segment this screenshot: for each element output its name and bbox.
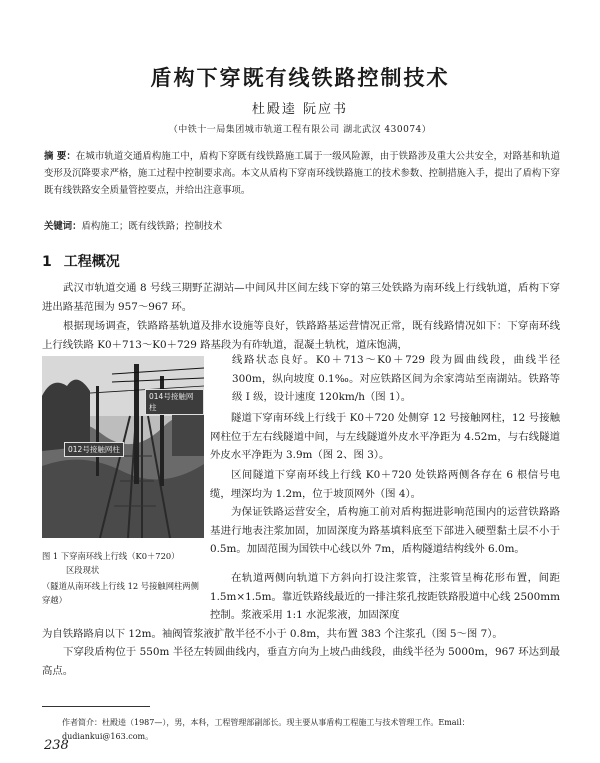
affiliation: （中铁十一局集团城市轨道工程有限公司 湖北武汉 430074） — [168, 125, 432, 135]
section-title: 工程概况 — [63, 254, 120, 270]
keywords — [44, 219, 560, 235]
paragraph: 在轨道两侧向轨道下方斜向打设注浆管，注浆管呈梅花形布置，间距 1.5m×1.5m。靠近铁路线最近的一排注浆孔按距铁路股道中心线 2500mm 控制。浆液采用 1:1 水泥浆液，加固深度 — [210, 572, 560, 622]
caption-note: （隧道从南环线上行线 12 号接触网柱两侧穿越） — [42, 581, 199, 605]
authors: 杜殿逵 阮应书 — [251, 102, 349, 117]
figure-1-photo — [42, 356, 204, 538]
abstract-label: 摘 要： — [44, 151, 76, 162]
caption-line: 区段现状 — [66, 565, 100, 575]
paper-title: 盾构下穿既有线铁路控制技术 — [150, 66, 450, 90]
abstract — [44, 148, 560, 199]
paragraph: 区间隧道下穿南环线上行线 K0＋720 处铁路两侧各存在 6 根信号电缆，埋深均为 1.2m，位于坡顶网外（图 4）。 — [210, 469, 560, 500]
paragraph: 为自铁路路肩以下 12m。袖阀管浆液扩散半径不小于 0.8m，共布置 383 个注浆孔（图 5～图 7）。 — [42, 628, 503, 640]
figure-1-caption — [42, 549, 202, 607]
section-number: 1 — [42, 254, 52, 270]
footnote-divider — [42, 706, 150, 707]
caption-line: 图 1 下穿南环线上行线（K0＋720） — [42, 551, 180, 561]
paragraph: 为保证铁路运营安全，盾构施工前对盾构掘进影响范围内的运营铁路路基进行地表注浆加固，加固深度为路基填料底至下部进入硬塑黏土层不小于 0.5m。加固范围为国铁中心线以外 7m，盾构隧道结构线外 6.0m。 — [210, 506, 560, 556]
author-footnote: 作者简介：杜殿逵（1987—），男，本科，工程管理部副部长。现主要从事盾构工程施工与技术管理工作。Email：dudiankui@163.com。 — [62, 718, 470, 741]
abstract-text: 在城市轨道交通盾构施工中，盾构下穿既有线铁路施工属于一级风险源，由于铁路涉及重大公共安全，对路基和轨道变形及沉降要求严格，施工过程中控制要求高。本文从盾构下穿南环线铁路施工的技术参数、控制措施入手，提出了盾构下穿既有线铁路安全质量管控要点，并给出注意事项。 — [44, 151, 560, 196]
paragraph: 下穿段盾构位于 550m 半径左转圆曲线内，垂直方向为上坡凸曲线段，曲线半径为 5000m，967 环达到最高点。 — [42, 646, 560, 677]
paragraph: 根据现场调查，铁路路基轨道及排水设施等良好，铁路路基运营情况正常，既有线路情况如下：下穿南环线上行线铁路 K0＋713～K0＋729 路基段为有砟轨道，混凝土轨枕，道床饱满， — [42, 320, 560, 351]
paragraph: 隧道下穿南环线上行线于 K0＋720 处侧穿 12 号接触网柱，12 号接触网柱位于左右线隧道中间，与左线隧道外皮水平净距为 4.52m，与右线隧道外皮水平净距为 3.9m（图 2、图 3）。 — [210, 412, 560, 462]
section-heading — [42, 251, 120, 271]
paragraph: 线路状态良好。K0＋713～K0＋729 段为圆曲线段，曲线半径 300m，纵向坡度 0.1‰。对应铁路区间为余家湾站至南湖站。铁路等级 I 级，设计速度 120km/h（图 1）。 — [232, 354, 560, 404]
keywords-text: 盾构施工；既有线铁路；控制技术 — [81, 221, 223, 232]
keywords-label: 关键词： — [44, 221, 82, 232]
page-number: 238 — [44, 738, 69, 753]
pole-12-tag: 012号接触网柱 — [64, 442, 124, 457]
paragraph: 武汉市轨道交通 8 号线三期野芷湖站—中间风井区间左线下穿的第三处铁路为南环线上行线轨道，盾构下穿进出路基范围为 957～967 环。 — [42, 282, 560, 313]
pole-14-tag: 014号接触网柱 — [145, 389, 204, 415]
